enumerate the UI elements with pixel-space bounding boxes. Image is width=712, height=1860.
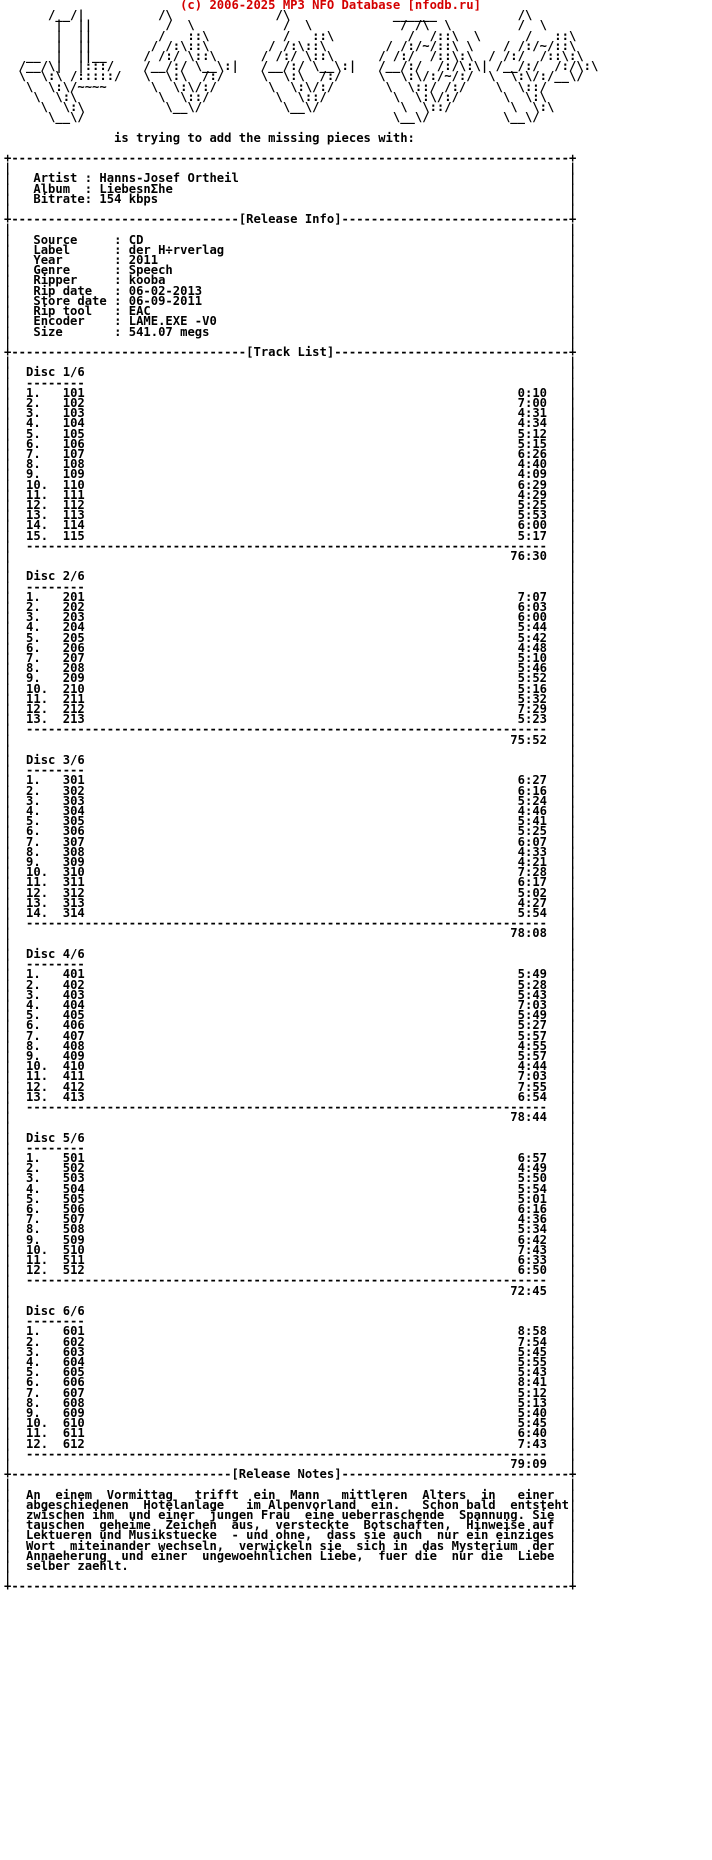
track-name: 309: [62, 855, 85, 870]
track-duration: 5:50: [517, 1171, 548, 1186]
track-number: 11.: [26, 875, 56, 890]
track-name: 304: [62, 804, 85, 819]
track-name: 408: [62, 1038, 85, 1053]
track-duration: 6:27: [517, 773, 548, 788]
track-name: 303: [62, 793, 85, 808]
track-number: 2.: [26, 977, 56, 992]
track-duration: 5:57: [517, 1048, 548, 1063]
track-number: 3.: [26, 610, 56, 625]
track-duration: 5:24: [517, 793, 548, 808]
track-duration: 5:15: [517, 436, 548, 451]
track-duration: 6:17: [517, 875, 548, 890]
track-number: 15.: [26, 528, 56, 543]
track-number: 11.: [26, 1252, 56, 1267]
track-number: 1.: [26, 773, 56, 788]
track-number: 3.: [26, 987, 56, 1002]
field-release-rip_date: 06-02-2013: [128, 283, 203, 298]
track-duration: 6:29: [517, 477, 548, 492]
track-duration: 6:57: [517, 1150, 548, 1165]
track-number: 8.: [26, 1222, 56, 1237]
release-notes-line: Wort miteinander wechseln, verwickeln sie sich in das Mysterium der: [26, 1538, 555, 1553]
track-duration: 5:40: [517, 1406, 548, 1421]
release-notes-line: selber zaehlt.: [26, 1559, 129, 1574]
track-duration: 5:12: [517, 1385, 548, 1400]
track-number: 3.: [26, 1171, 56, 1186]
track-name: 209: [62, 671, 85, 686]
track-duration: 8:41: [517, 1375, 548, 1390]
track-name: 602: [62, 1334, 85, 1349]
track-name: 610: [62, 1416, 85, 1431]
release-notes-line: abgeschiedenen Hotelanlage im Alpenvorland ein. Schon bald entsteht: [26, 1497, 570, 1512]
track-duration: 6:16: [517, 1201, 548, 1216]
track-number: 1.: [26, 1324, 56, 1339]
nfo-document: (c) 2006-2025 MP3 NFO Database [nfodb.ru] /__/| /\ /\ ______ /\ | || / \ / \ / /\ \ / \ | || / ::\ / ::\ / /::\ \ / ::\ | || / /:\::\ / /:\::\ / /:/~/::\ \ / /:/~/::\ __ | ||__ / /:/ \::\ / /:/ \::\ / /:/ /::\:\ / /:/ /::\:\ /__/\| |:::/ /__/:/ \__\:| /__/:/ \__\:| /__/:/ /:/\:\| /__/:/ /:/\:\ \ \:\ /:::::/ \ \:\ /:/ \ \:\ /:/ \ \:\/:/~/:/ \ \:\/:/__\/ \ \:\/~~~~ \ \:\/:/ \ \:\/:/ \ \::/ /:/ \ \::/ \ \:\ \ \::/ \ \::/ \ \:\/:/ \ \:\ \ \:\ \__\/ \__\/ \ \::/ \ \:\ \__\/ \__\/ \__\/ is trying to add the missing pieces with: +----------------------------------------------------------------------------+ | | | Artist : Hanns-Josef Ortheil | | Album : LiebesnΣhe | | Bitrate: 154 kbps | | | +-------------------------------[Release Info]-------------------------------+ | | | Source : CD | | Label : der H÷rverlag | | Year : 2011 | | Genre : Speech | | Ripper : kooba | | Rip date : 06-02-2013 | | Store date : 06-09-2011 | | Rip tool : EAC | | Encoder : LAME.EXE -V0 | | Size : 541.07 megs | | | +--------------------------------[Track List]--------------------------------+ | | | Disc 1/6 | | -------- | | 1. 101 0:10 | | 2. 102 7:00 | | 3. 103 4:31 | | 4. 104 4:34 | | 5. 105 5:12 | | 6. 106 5:15 | | 7. 107 6:26 | | 8. 108 4:40 | | 9. 109 4:09 | | 10. 110 6:29 | | 11. 111 4:29 | | 12. 112 5:25 | | 13. 113 5:53 | | 14. 114 6:00 | | 15. 115 5:17 | | ----------------------------------------------------------------------- | | 76:30 | | | | Disc 2/6 | | -------- | | 1. 201 7:07 | | 2. 202 6:03 | | 3. 203 6:00 | | 4. 204 5:44 | | 5. 205 5:42 | | 6. 206 4:48 | | 7. 207 5:10 | | 8. 208 5:46 | | 9. 209 5:52 | | 10. 210 5:16 | | 11. 211 5:32 | | 12. 212 7:29 | | 13. 213 5:23 | | ----------------------------------------------------------------------- | | 75:52 | | | | Disc 3/6 | | -------- | | 1. 301 6:27 | | 2. 302 6:16 | | 3. 303 5:24 | | 4. 304 4:46 | | 5. 305 5:41 | | 6. 306 5:25 | | 7. 307 6:07 | | 8. 308 4:33 | | 9. 309 4:21 | | 10. 310 7:28 | | 11. 311 6:17 | | 12. 312 5:02 | | 13. 313 4:27 | | 14. 314 5:54 | | ----------------------------------------------------------------------- | | 78:08 | | | | Disc 4/6 | | -------- | | 1. 401 5:49 | | 2. 402 5:28 | | 3. 403 5:43 | | 4. 404 7:03 | | 5. 405 5:49 | | 6. 406 5:27 | | 7. 407 5:57 | | 8. 408 4:55 | | 9. 409 5:57 | | 10. 410 4:44 | | 11. 411 7:03 | | 12. 412 7:55 | | 13. 413 6:54 | | ----------------------------------------------------------------------- | | 78:44 | | | | Disc 5/6 | | -------- | | 1. 501 6:57 | | 2. 502 4:49 | | 3. 503 5:50 | | 4. 504 5:54 | | 5. 505 5:01 | | 6. 506 6:16 | | 7. 507 4:36 | | 8. 508 5:34 | | 9. 509 6:42 | | 10. 510 7:43 | | 11. 511 6:33 | | 12. 512 6:50 | | ----------------------------------------------------------------------- | | 72:45 | | | | Disc 6/6 | | -------- | | 1. 601 8:58 | | 2. 602 7:54 | | 3. 603 5:45 | | 4. 604 5:55 | | 5. 605 5:43 | | 6. 606 8:41 | | 7. 607 5:12 | | 8. 608 5:13 | | 9. 609 5:40 | | 10. 610 5:45 | | 11. 611 6:40 | | 12. 612 7:43 | | ----------------------------------------------------------------------- | | 79:09 | +------------------------------[Release Notes]-------------------------------+ | | | An einem Vormittag trifft ein Mann mittleren Alters in einer | | abgeschiedenen Hotelanlage im Alpenvorland ein. Schon bald entsteht| | zwischen ihm und einer jungen Frau eine ueberraschende Spannung. Sie | | tauschen geheime Zeichen aus, versteckte Botschaften, Hinweise auf | | Lektueren und Musikstuecke - und ohne, dass sie auch nur ein einziges | | Wort miteinander wechseln, verwickeln sie sich in das Mysterium der | | Annaeherung und einer ungewoehnlichen Liebe, fuer die nur die Liebe | | selber zaehlt. | | | +----------------------------------------------------------------------------+: [4, 0, 599, 1594]
release-notes-line: An einem Vormittag trifft ein Mann mittleren Alters in einer: [26, 1487, 555, 1502]
track-name: 503: [62, 1171, 85, 1186]
track-number: 2.: [26, 1161, 56, 1176]
track-number: 12.: [26, 1079, 56, 1094]
track-name: 312: [62, 885, 85, 900]
track-name: 505: [62, 1191, 85, 1206]
section-header: [Release Notes]: [231, 1467, 342, 1482]
track-number: 13.: [26, 895, 56, 910]
logo-art-line: /__/\| |:::/ /__/:/ \__\:| /__/:/ \__\:| /__/:/ /:/\:\| /__/:/ /:/\:\: [4, 59, 599, 74]
track-name: 403: [62, 987, 85, 1002]
track-name: 302: [62, 783, 85, 798]
credit-header: (c) 2006-2025 MP3 NFO Database [nfodb.ru]: [4, 0, 481, 12]
track-duration: 5:46: [517, 661, 548, 676]
track-name: 407: [62, 1028, 85, 1043]
track-name: 502: [62, 1161, 85, 1176]
track-duration: 7:03: [517, 1069, 548, 1084]
section-header: [Release Info]: [238, 212, 342, 227]
track-number: 7.: [26, 651, 56, 665]
track-number: 11.: [26, 1426, 56, 1441]
logo-art-line: \ \:\ \__\/ \__\/ \ \::/ \ \:\: [4, 100, 555, 115]
track-number: 9.: [26, 467, 56, 482]
track-number: 9.: [26, 1406, 56, 1421]
track-duration: 7:03: [517, 997, 548, 1012]
track-name: 103: [62, 406, 85, 421]
track-number: 3.: [26, 406, 56, 421]
track-number: 13.: [26, 1089, 56, 1104]
track-number: 2.: [26, 395, 56, 410]
track-name: 112: [62, 497, 85, 512]
track-number: 7.: [26, 1028, 56, 1043]
track-duration: 5:53: [517, 508, 548, 523]
disc-title: Disc 4/6: [26, 946, 85, 961]
track-name: 406: [62, 1018, 85, 1033]
field-release-year: 2011: [128, 253, 159, 268]
track-number: 10.: [26, 681, 56, 696]
track-name: 305: [62, 814, 85, 829]
track-duration: 4:49: [517, 1161, 548, 1176]
disc-title: Disc 3/6: [26, 753, 85, 768]
track-name: 101: [62, 385, 85, 400]
track-duration: 5:34: [517, 1222, 548, 1237]
track-number: 8.: [26, 1038, 56, 1053]
track-duration: 5:43: [517, 1365, 548, 1380]
track-duration: 7:07: [517, 589, 548, 604]
logo-art-line: \__\/ \__\/ \__\/: [4, 110, 540, 125]
disc-total-duration: 79:09: [510, 1457, 547, 1472]
track-duration: 5:28: [517, 977, 548, 992]
track-number: 2.: [26, 783, 56, 798]
track-name: 306: [62, 824, 85, 839]
track-name: 213: [62, 712, 85, 727]
field-release-rip_tool: EAC: [128, 304, 151, 319]
logo-art-line: | || / \ / \ / /\ \ / \: [4, 18, 547, 33]
track-duration: 6:26: [517, 446, 548, 461]
track-number: 11.: [26, 1069, 56, 1084]
track-duration: 5:13: [517, 1395, 548, 1410]
track-number: 10.: [26, 865, 56, 880]
track-number: 9.: [26, 855, 56, 870]
track-number: 5.: [26, 814, 56, 829]
track-name: 409: [62, 1048, 85, 1063]
track-duration: 6:00: [517, 518, 548, 533]
track-duration: 5:45: [517, 1344, 548, 1359]
track-number: 8.: [26, 457, 56, 472]
track-number: 6.: [26, 824, 56, 839]
track-name: 608: [62, 1395, 85, 1410]
track-name: 604: [62, 1355, 85, 1370]
track-name: 204: [62, 620, 85, 635]
track-duration: 4:44: [517, 1059, 548, 1074]
track-number: 6.: [26, 1375, 56, 1390]
track-duration: 5:41: [517, 814, 548, 829]
track-duration: 4:31: [517, 406, 548, 421]
track-duration: 4:33: [517, 844, 548, 859]
field-release-store_date: 06-09-2011: [128, 293, 203, 308]
track-duration: 5:17: [517, 528, 548, 543]
track-duration: 7:29: [517, 702, 548, 717]
track-number: 9.: [26, 671, 56, 686]
logo-art-line: \ \:\ \ \::/ \ \::/ \ \:\/:/ \ \:\: [4, 89, 547, 104]
track-name: 405: [62, 1008, 85, 1023]
track-name: 402: [62, 977, 85, 992]
track-duration: 6:33: [517, 1252, 548, 1267]
track-name: 114: [62, 518, 85, 533]
track-duration: 6:03: [517, 599, 548, 614]
disc-title: Disc 5/6: [26, 1130, 85, 1145]
field-info-album: LiebesnΣhe: [99, 181, 173, 196]
track-name: 504: [62, 1181, 85, 1196]
track-number: 6.: [26, 1201, 56, 1216]
track-name: 108: [62, 457, 85, 472]
track-name: 611: [62, 1426, 85, 1441]
track-name: 609: [62, 1406, 85, 1421]
field-release-label: der H÷rverlag: [128, 242, 225, 257]
track-name: 511: [62, 1252, 85, 1267]
track-name: 105: [62, 426, 85, 441]
field-release-source: CD: [128, 232, 144, 247]
track-name: 106: [62, 436, 85, 451]
track-duration: 7:54: [517, 1334, 548, 1349]
track-name: 603: [62, 1344, 85, 1359]
track-number: 2.: [26, 599, 56, 614]
track-duration: 5:55: [517, 1355, 548, 1370]
track-number: 10.: [26, 1059, 56, 1074]
track-duration: 4:40: [517, 457, 548, 472]
track-name: 404: [62, 997, 85, 1012]
track-duration: 5:10: [517, 651, 548, 665]
track-duration: 6:00: [517, 610, 548, 625]
track-name: 202: [62, 599, 85, 614]
track-duration: 5:49: [517, 967, 548, 982]
track-name: 115: [62, 528, 85, 543]
track-duration: 6:50: [517, 1263, 548, 1278]
release-notes-line: zwischen ihm und einer jungen Frau eine ueberraschende Spannung. Sie: [26, 1508, 555, 1523]
disc-title: Disc 2/6: [26, 569, 85, 584]
track-duration: 5:27: [517, 1018, 548, 1033]
track-name: 210: [62, 681, 85, 696]
track-name: 508: [62, 1222, 85, 1237]
disc-title: Disc 6/6: [26, 1304, 85, 1318]
track-number: 4.: [26, 997, 56, 1012]
track-duration: 5:43: [517, 987, 548, 1002]
disc-title: Disc 1/6: [26, 365, 85, 380]
track-duration: 5:42: [517, 630, 548, 645]
track-number: 13.: [26, 508, 56, 523]
track-duration: 4:27: [517, 895, 548, 910]
track-name: 501: [62, 1150, 85, 1165]
field-info-bitrate: 154 kbps: [99, 191, 159, 206]
track-duration: 7:55: [517, 1079, 548, 1094]
track-name: 102: [62, 395, 85, 410]
track-name: 605: [62, 1365, 85, 1380]
logo-art-line: | || / ::\ / ::\ / /::\ \ / ::\: [4, 28, 577, 43]
track-name: 313: [62, 895, 85, 910]
track-name: 201: [62, 589, 85, 604]
disc-total-duration: 76:30: [510, 548, 547, 563]
track-name: 314: [62, 906, 85, 921]
disc-total-duration: 75:52: [510, 732, 547, 747]
track-duration: 7:00: [517, 395, 548, 410]
track-number: 3.: [26, 793, 56, 808]
track-number: 6.: [26, 1018, 56, 1033]
track-number: 14.: [26, 518, 56, 533]
track-number: 1.: [26, 967, 56, 982]
track-name: 207: [62, 651, 85, 665]
track-duration: 7:43: [517, 1436, 548, 1451]
track-name: 512: [62, 1263, 85, 1278]
track-number: 14.: [26, 906, 56, 921]
track-name: 113: [62, 508, 85, 523]
track-number: 6.: [26, 436, 56, 451]
track-number: 11.: [26, 487, 56, 502]
track-number: 8.: [26, 1395, 56, 1410]
track-duration: 4:09: [517, 467, 548, 482]
disc-total-duration: 72:45: [510, 1283, 547, 1298]
track-duration: 6:07: [517, 834, 548, 849]
track-name: 606: [62, 1375, 85, 1390]
track-number: 10.: [26, 477, 56, 492]
track-number: 1.: [26, 589, 56, 604]
field-release-size: 541.07 megs: [128, 324, 210, 339]
track-name: 211: [62, 691, 85, 706]
tagline: is trying to add the missing pieces with:: [4, 130, 415, 145]
track-name: 110: [62, 477, 85, 492]
track-number: 4.: [26, 620, 56, 635]
track-duration: 5:16: [517, 681, 548, 696]
track-duration: 0:10: [517, 385, 548, 400]
track-number: 5.: [26, 1008, 56, 1023]
track-duration: 8:58: [517, 1324, 548, 1339]
track-name: 208: [62, 661, 85, 676]
track-duration: 4:36: [517, 1212, 548, 1227]
track-name: 308: [62, 844, 85, 859]
track-number: 12.: [26, 1263, 56, 1278]
track-name: 612: [62, 1436, 85, 1451]
track-number: 12.: [26, 885, 56, 900]
track-number: 10.: [26, 1416, 56, 1431]
track-name: 311: [62, 875, 85, 890]
track-name: 607: [62, 1385, 85, 1400]
track-duration: 5:54: [517, 1181, 548, 1196]
track-duration: 4:55: [517, 1038, 548, 1053]
track-duration: 5:44: [517, 620, 548, 635]
release-notes-line: Annaeherung und einer ungewoehnlichen Liebe, fuer die nur die Liebe: [26, 1548, 555, 1563]
track-duration: 4:21: [517, 855, 548, 870]
track-duration: 5:52: [517, 671, 548, 686]
track-number: 5.: [26, 1191, 56, 1206]
track-name: 206: [62, 640, 85, 655]
track-duration: 4:34: [517, 416, 548, 431]
track-number: 12.: [26, 497, 56, 512]
track-number: 3.: [26, 1344, 56, 1359]
section-header: [Track List]: [246, 344, 335, 359]
track-number: 10.: [26, 1242, 56, 1257]
disc-total-duration: 78:44: [510, 1110, 547, 1125]
track-duration: 6:40: [517, 1426, 548, 1441]
track-number: 13.: [26, 712, 56, 727]
release-notes-line: tauschen geheime Zeichen aus, versteckte Botschaften, Hinweise auf: [26, 1518, 555, 1533]
track-name: 212: [62, 702, 85, 717]
track-duration: 4:48: [517, 640, 548, 655]
disc-total-duration: 78:08: [510, 926, 547, 941]
track-number: 4.: [26, 804, 56, 819]
track-number: 4.: [26, 1355, 56, 1370]
track-number: 1.: [26, 385, 56, 400]
logo-art-line: /__/| /\ /\ ______ /\: [4, 8, 533, 23]
track-duration: 6:42: [517, 1232, 548, 1247]
track-name: 601: [62, 1324, 85, 1339]
track-duration: 5:02: [517, 885, 548, 900]
track-number: 9.: [26, 1048, 56, 1063]
track-duration: 6:16: [517, 783, 548, 798]
track-number: 6.: [26, 640, 56, 655]
track-name: 310: [62, 865, 85, 880]
track-duration: 5:54: [517, 906, 548, 921]
track-duration: 5:23: [517, 712, 548, 727]
track-duration: 4:29: [517, 487, 548, 502]
track-duration: 6:54: [517, 1089, 548, 1104]
track-name: 510: [62, 1242, 85, 1257]
track-number: 12.: [26, 702, 56, 717]
logo-art-line: \ \:\/~~~~ \ \:\/:/ \ \:\/:/ \ \::/ /:/ \ \::/: [4, 79, 547, 94]
track-duration: 5:01: [517, 1191, 548, 1206]
track-name: 203: [62, 610, 85, 625]
track-duration: 5:45: [517, 1416, 548, 1431]
track-name: 109: [62, 467, 85, 482]
track-number: 2.: [26, 1334, 56, 1349]
track-number: 8.: [26, 661, 56, 676]
track-duration: 7:43: [517, 1242, 548, 1257]
logo-art-line: __ | ||__ / /:/ \::\ / /:/ \::\ / /:/ /::\:\ / /:/ /::\:\: [4, 49, 584, 64]
field-info-artist: Hanns-Josef Ortheil: [99, 171, 239, 186]
track-duration: 5:25: [517, 824, 548, 839]
track-number: 12.: [26, 1436, 56, 1451]
track-number: 8.: [26, 844, 56, 859]
track-number: 7.: [26, 1212, 56, 1227]
track-name: 410: [62, 1059, 85, 1074]
track-number: 7.: [26, 446, 56, 461]
track-duration: 5:32: [517, 691, 548, 706]
track-duration: 4:46: [517, 804, 548, 819]
track-duration: 5:57: [517, 1028, 548, 1043]
track-duration: 5:25: [517, 497, 548, 512]
field-release-ripper: kooba: [128, 273, 166, 288]
track-number: 4.: [26, 1181, 56, 1196]
track-number: 7.: [26, 1385, 56, 1400]
track-name: 506: [62, 1201, 85, 1216]
track-number: 11.: [26, 691, 56, 706]
track-name: 107: [62, 446, 85, 461]
track-name: 104: [62, 416, 85, 431]
track-name: 111: [62, 487, 85, 502]
track-duration: 7:28: [517, 865, 548, 880]
track-number: 1.: [26, 1150, 56, 1165]
track-name: 205: [62, 630, 85, 645]
track-number: 7.: [26, 834, 56, 849]
track-name: 412: [62, 1079, 85, 1094]
track-name: 509: [62, 1232, 85, 1247]
track-number: 4.: [26, 416, 56, 431]
release-notes-line: Lektueren und Musikstuecke - und ohne, dass sie auch nur ein einziges: [26, 1528, 555, 1543]
track-duration: 5:49: [517, 1008, 548, 1023]
track-number: 5.: [26, 1365, 56, 1380]
track-name: 401: [62, 967, 85, 982]
logo-art-line: \ \:\ /:::::/ \ \:\ /:/ \ \:\ /:/ \ \:\/:/~/:/ \ \:\/:/__\/: [4, 69, 584, 84]
track-name: 307: [62, 834, 85, 849]
track-name: 301: [62, 773, 85, 788]
track-number: 5.: [26, 630, 56, 645]
track-number: 5.: [26, 426, 56, 441]
track-number: 9.: [26, 1232, 56, 1247]
track-name: 507: [62, 1212, 85, 1227]
field-release-genre: Speech: [128, 263, 173, 278]
logo-art-line: | || / /:\::\ / /:\::\ / /:/~/::\ \ / /:/~/::\: [4, 38, 577, 53]
field-release-encoder: LAME.EXE -V0: [128, 314, 217, 329]
track-name: 411: [62, 1069, 85, 1084]
track-duration: 5:12: [517, 426, 548, 441]
track-name: 413: [62, 1089, 85, 1104]
